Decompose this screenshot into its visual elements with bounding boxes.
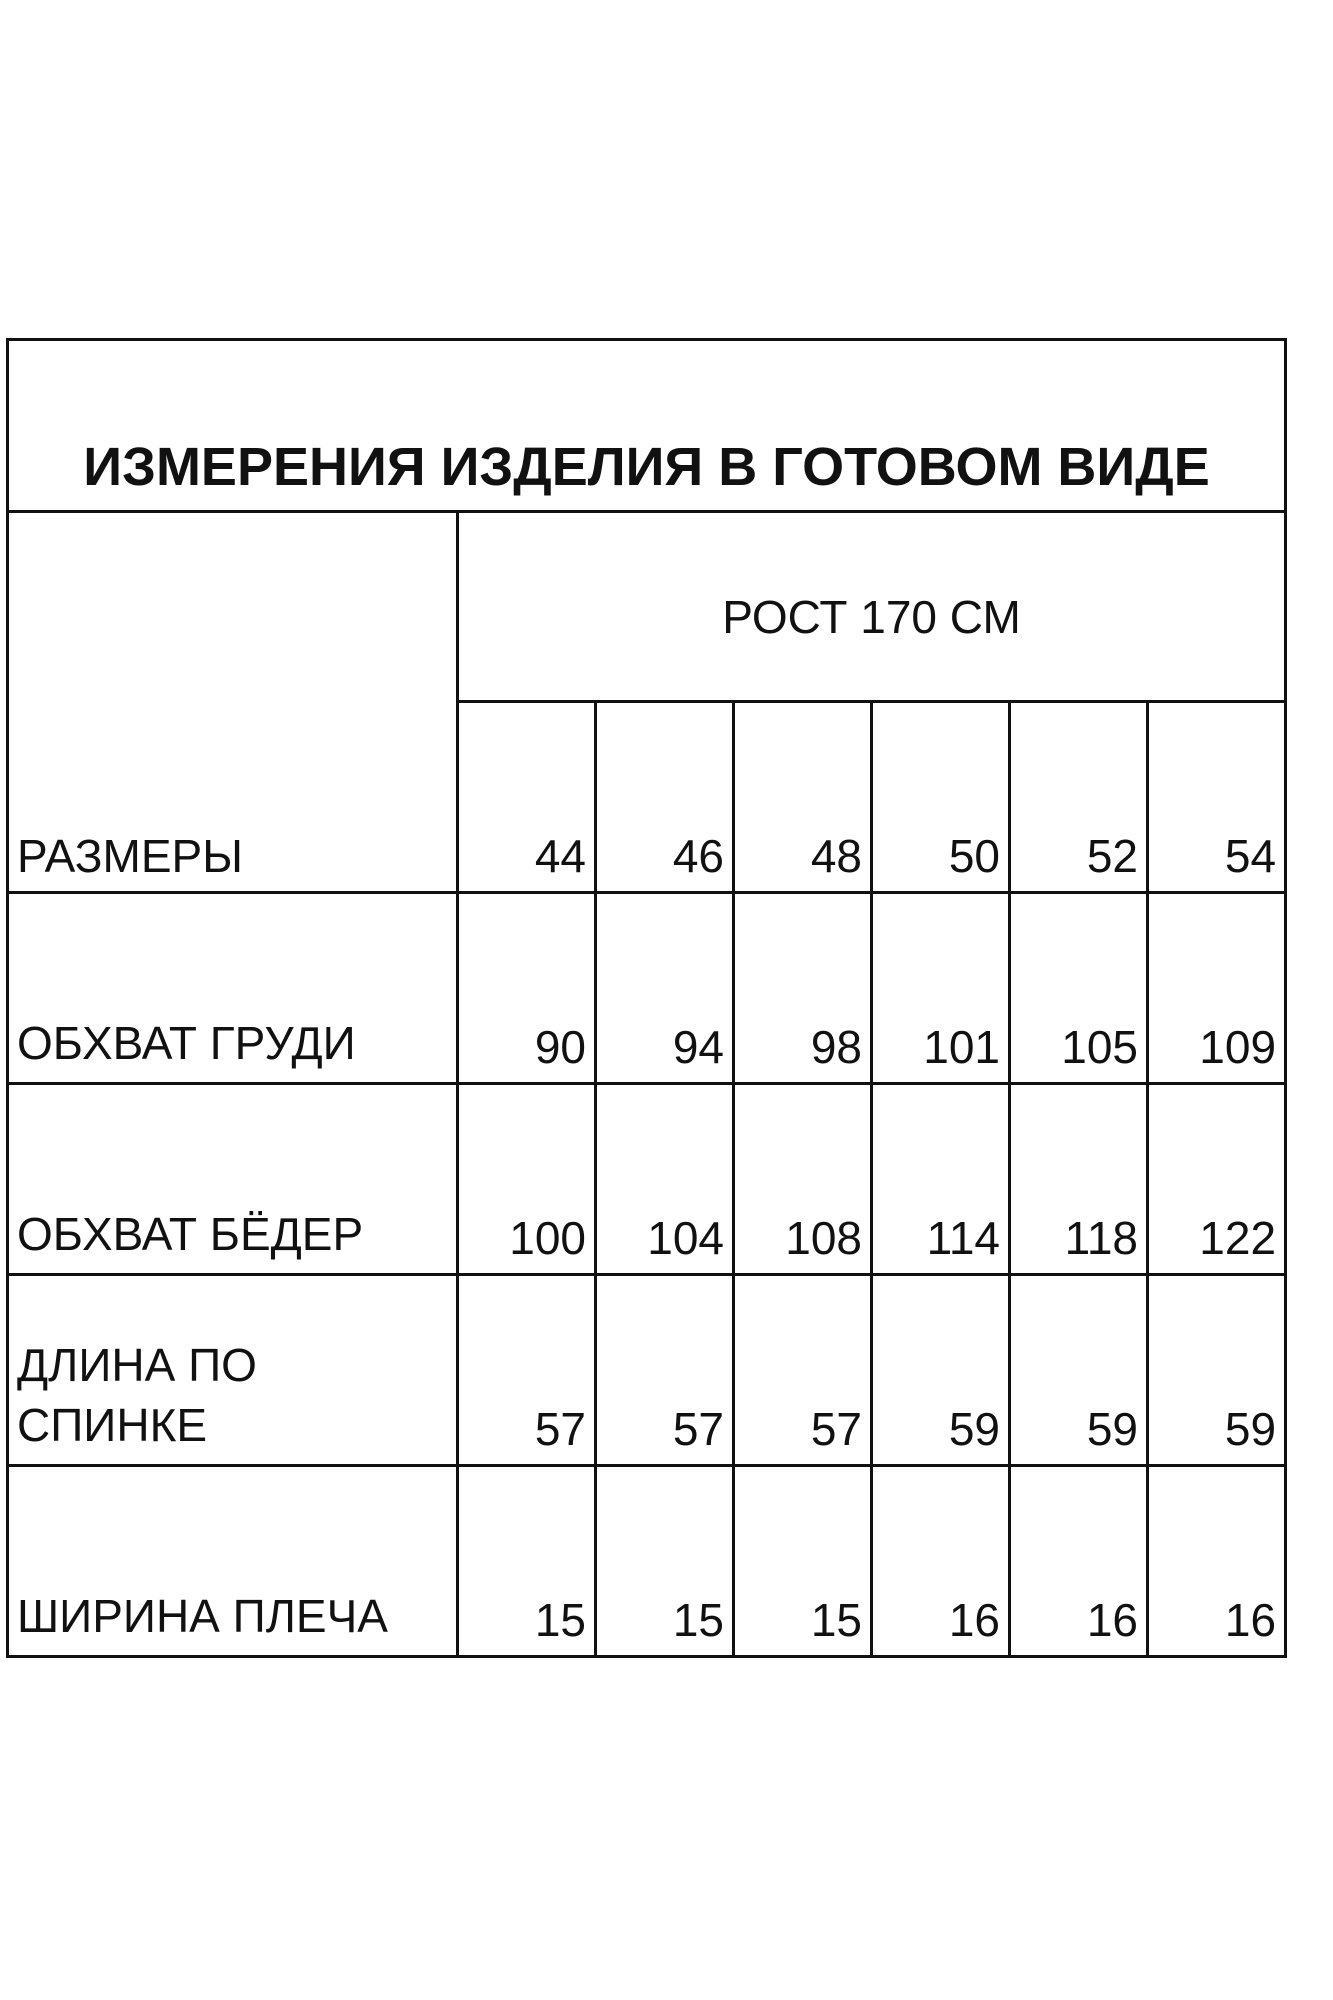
table-cell: 108 (734, 1084, 872, 1275)
height-row (8, 512, 1286, 702)
table-cell: 16 (1148, 1466, 1286, 1657)
table-cell: 98 (734, 893, 872, 1084)
size-value: 46 (596, 702, 734, 893)
table-row-hips (8, 1084, 1286, 1275)
table-cell: 118 (1010, 1084, 1148, 1275)
table-cell: 15 (596, 1466, 734, 1657)
size-value: 48 (734, 702, 872, 893)
row-label-hips: ОБХВАТ БЁДЕР (8, 1084, 458, 1275)
table-cell: 57 (458, 1275, 596, 1466)
row-label-chest: ОБХВАТ ГРУДИ (8, 893, 458, 1084)
table-cell: 104 (596, 1084, 734, 1275)
row-label-shoulder: ШИРИНА ПЛЕЧА (8, 1466, 458, 1657)
table-cell: 114 (872, 1084, 1010, 1275)
table-cell: 105 (1010, 893, 1148, 1084)
table-cell: 57 (596, 1275, 734, 1466)
table-cell: 90 (458, 893, 596, 1084)
table-cell: 94 (596, 893, 734, 1084)
table-title: ИЗМЕРЕНИЯ ИЗДЕЛИЯ В ГОТОВОМ ВИДЕ (8, 340, 1286, 512)
table-cell: 16 (1010, 1466, 1148, 1657)
table-cell: 122 (1148, 1084, 1286, 1275)
table-cell: 15 (458, 1466, 596, 1657)
size-value: 50 (872, 702, 1010, 893)
size-value: 52 (1010, 702, 1148, 893)
size-chart-table (6, 338, 1287, 1658)
size-value: 54 (1148, 702, 1286, 893)
size-value: 44 (458, 702, 596, 893)
table-row-back-length (8, 1275, 1286, 1466)
table-cell: 59 (1148, 1275, 1286, 1466)
table-cell: 100 (458, 1084, 596, 1275)
table-cell: 57 (734, 1275, 872, 1466)
table-cell: 15 (734, 1466, 872, 1657)
title-row (8, 340, 1286, 512)
table-cell: 101 (872, 893, 1010, 1084)
table-cell: 109 (1148, 893, 1286, 1084)
table-cell: 59 (1010, 1275, 1148, 1466)
sizes-label: РАЗМЕРЫ (8, 512, 458, 893)
table-row-shoulder (8, 1466, 1286, 1657)
height-label: РОСТ 170 СМ (458, 512, 1286, 702)
row-label-back-length: ДЛИНА ПО СПИНКЕ (8, 1275, 458, 1466)
table-cell: 59 (872, 1275, 1010, 1466)
table-row-chest (8, 893, 1286, 1084)
table-cell: 16 (872, 1466, 1010, 1657)
